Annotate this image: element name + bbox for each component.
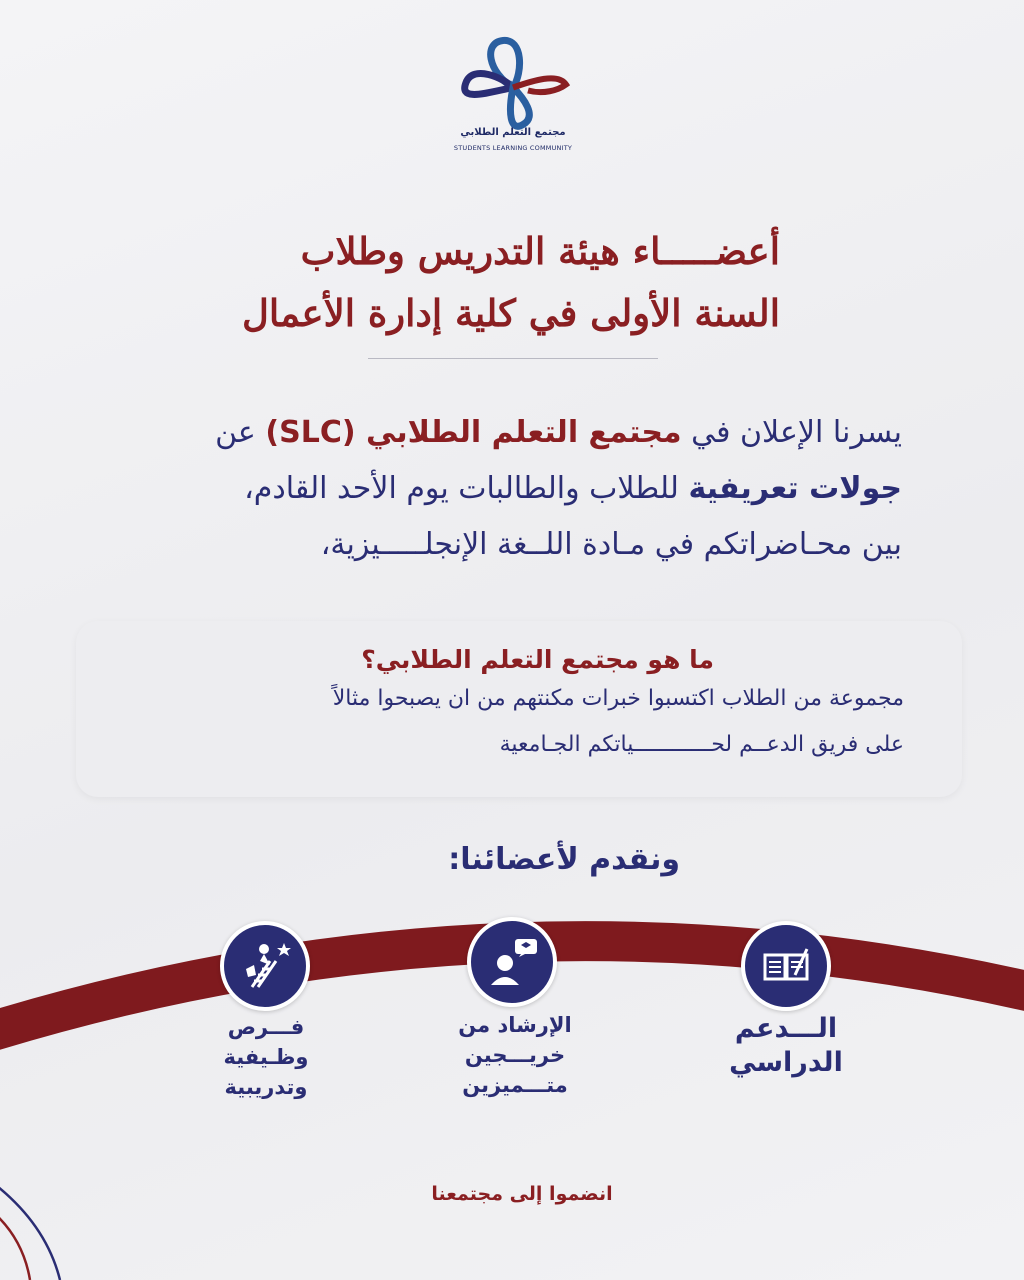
about-question: ما هو مجتمع التعلم الطلابي؟: [361, 645, 714, 674]
slc-highlight: مجتمع التعلم الطلابي (SLC): [265, 415, 682, 450]
feature-label-academic-support: الـــدعم الدراسي: [729, 1013, 843, 1078]
logo-english-name: STUDENTS LEARNING COMMUNITY: [453, 144, 573, 152]
intro-paragraph: [110, 405, 902, 573]
intro-line-3: بين محـاضراتكم في مـادة اللــغة الإنجلـــــيزية،: [320, 527, 902, 562]
intro-text: عن: [215, 415, 266, 450]
feature-label-mentoring: الإرشاد من خريـــجين متـــميزين: [458, 1013, 572, 1097]
intro-line-2: [110, 461, 902, 517]
about-text-line-2: على فريق الدعــم لحــــــــــــياتكم الجـامعية: [499, 732, 904, 757]
divider: [368, 358, 658, 359]
title-line-2: السنة الأولى في كلية إدارة الأعمال: [241, 291, 780, 335]
career-icon: [224, 925, 306, 1007]
logo-arabic-name: مجتمع التعلم الطلابي: [460, 127, 566, 138]
tours-highlight: جولات تعريفية: [688, 471, 902, 506]
intro-text: للطلاب والطالبات يوم الأحد القادم،: [244, 471, 689, 506]
feature-book-icon-badge: [741, 921, 831, 1011]
book-icon: [745, 925, 827, 1007]
feature-label-career-opportunities: فـــرص وظـيفية وتدريبية: [223, 1015, 309, 1099]
about-text-line-1: مجموعة من الطلاب اكتسبوا خبرات مكنتهم من ان يصبحوا مثالاً: [332, 686, 904, 711]
mentor-icon: [471, 921, 553, 1003]
intro-text: يسرنا الإعلان في: [681, 415, 902, 450]
offer-title: ونقدم لأعضائنا:: [448, 842, 680, 877]
feature-mentor-icon-badge: [467, 917, 557, 1007]
page-title: [180, 220, 780, 344]
title-line-1: أعضـــــاء هيئة التدريس وطلاب: [300, 229, 780, 273]
join-cta: انضموا إلى مجتمعنا: [431, 1183, 613, 1205]
feature-career-icon-badge: [220, 921, 310, 1011]
intro-line-1: [110, 405, 902, 461]
